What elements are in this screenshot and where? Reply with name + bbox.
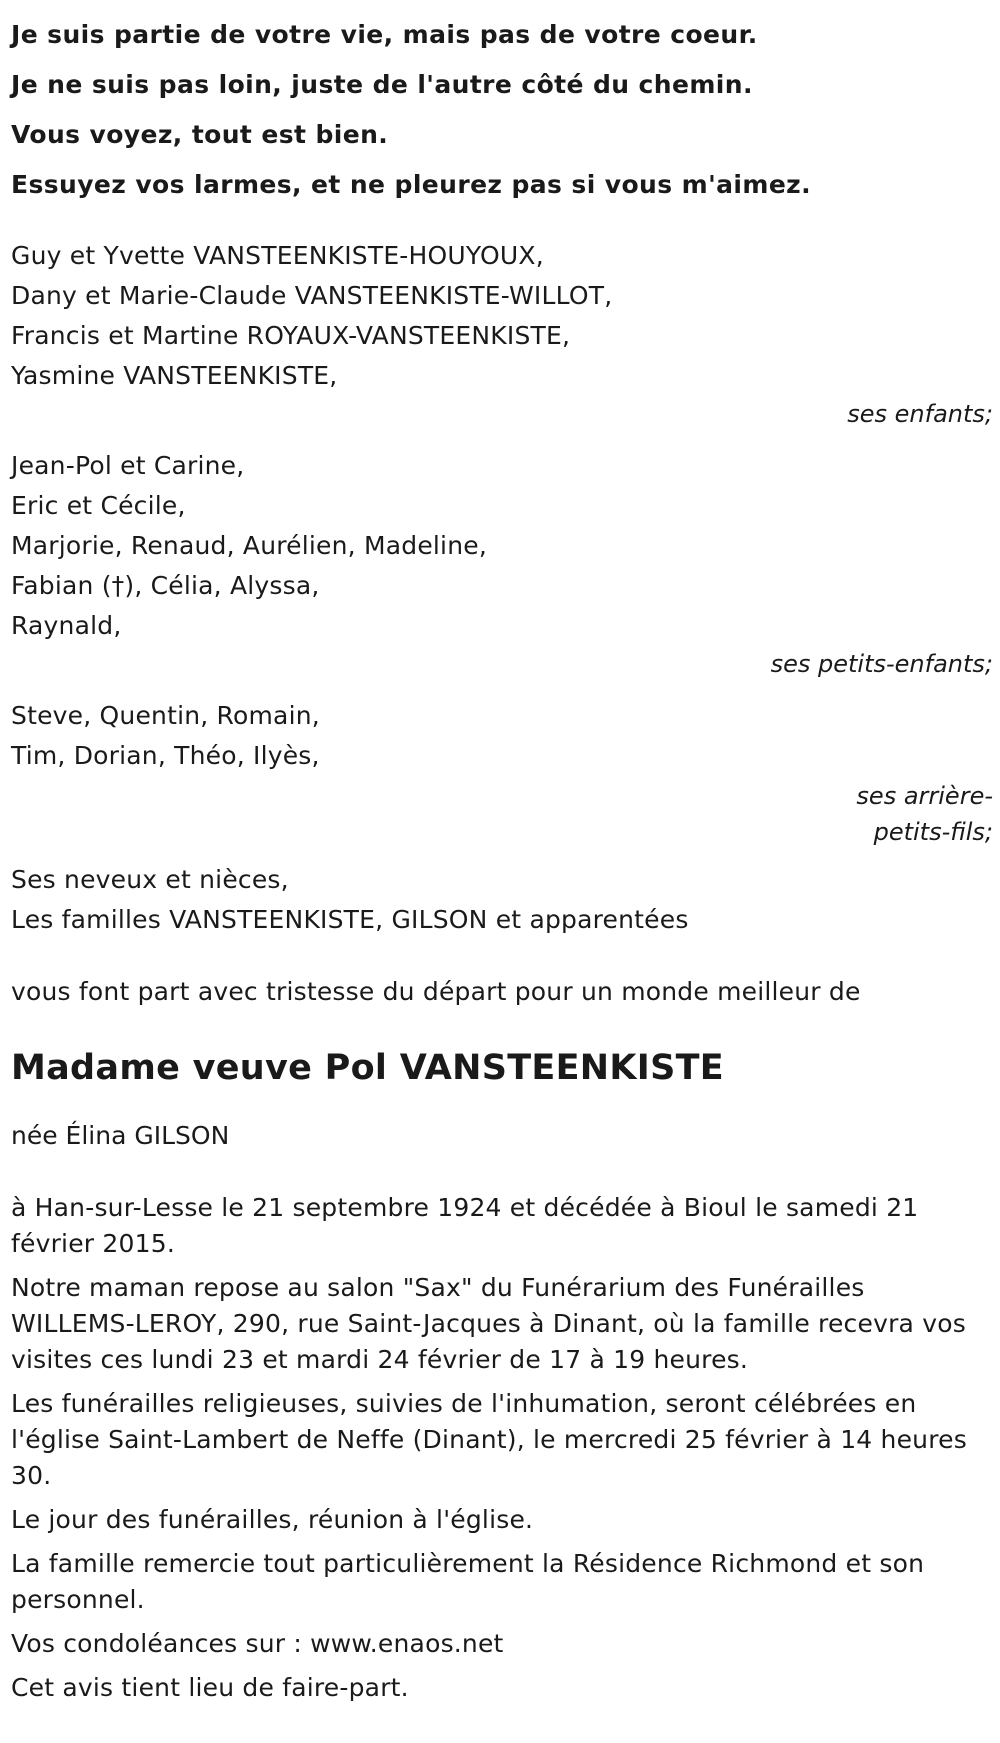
paragraph-birth-death: à Han-sur-Lesse le 21 septembre 1924 et décédée à Bioul le samedi 21 février 2015. [11,1193,919,1258]
relation-line: ses arrière- [856,782,993,810]
other-relatives: Les familles VANSTEENKISTE, GILSON et apparentées [11,905,689,934]
grandchildren-relation: ses petits-enfants; [770,650,993,678]
grandchild-name: Jean-Pol et Carine, [11,451,245,480]
great-grandchild-name: Steve, Quentin, Romain, [11,701,320,730]
poem-line: Vous voyez, tout est bien. [11,120,389,149]
poem-line: Je suis partie de votre vie, mais pas de votre coeur. [11,20,758,49]
other-relatives: Ses neveux et nièces, [11,865,289,894]
children-relation: ses enfants; [847,400,993,428]
child-name: Dany et Marie-Claude VANSTEENKISTE-WILLOT, [11,281,613,310]
grandchild-name: Eric et Cécile, [11,491,186,520]
paragraph-meeting: Le jour des funérailles, réunion à l'église. [11,1505,534,1534]
paragraph-condolences: Vos condoléances sur : www.enaos.net [11,1629,504,1658]
great-grandchildren-block [11,696,993,850]
born-name: née Élina GILSON [11,1121,230,1150]
paragraph-funeral: Les funérailles religieuses, suivies de l'inhumation, seront célébrées en l'église Saint-Lambert de Neffe (Dinant), le mercredi 25 février à 14 heures 30. [11,1389,967,1490]
poem [11,10,1000,210]
poem-line: Je ne suis pas loin, juste de l'autre côté du chemin. [11,70,753,99]
grandchild-name: Marjorie, Renaud, Aurélien, Madeline, [11,531,487,560]
child-name: Francis et Martine ROYAUX-VANSTEENKISTE, [11,321,571,350]
great-grandchild-name: Tim, Dorian, Théo, Ilyès, [11,741,320,770]
grandchildren-block [11,446,993,682]
child-name: Yasmine VANSTEENKISTE, [11,361,338,390]
children-block [11,236,993,432]
grandchild-name: Fabian (†), Célia, Alyssa, [11,571,320,600]
poem-line: Essuyez vos larmes, et ne pleurez pas si vous m'aimez. [11,170,812,199]
paragraph-visitation: Notre maman repose au salon "Sax" du Funérarium des Funérailles WILLEMS-LEROY, 290, rue Saint-Jacques à Dinant, où la famille recevra vos visites ces lundi 23 et mardi 24 février de 17 à 19 heures. [11,1273,966,1374]
deceased-name: Madame veuve Pol VANSTEENKISTE [11,1048,725,1088]
obituary-body [11,1190,1000,1706]
others-block [11,860,993,940]
grandchild-name: Raynald, [11,611,122,640]
child-name: Guy et Yvette VANSTEENKISTE-HOUYOUX, [11,241,544,270]
announcement: vous font part avec tristesse du départ pour un monde meilleur de [11,977,861,1006]
great-grandchildren-relation [11,778,993,850]
relation-line: petits-fils; [873,818,993,846]
paragraph-notice: Cet avis tient lieu de faire-part. [11,1673,409,1702]
paragraph-thanks: La famille remercie tout particulièrement la Résidence Richmond et son personnel. [11,1549,925,1614]
